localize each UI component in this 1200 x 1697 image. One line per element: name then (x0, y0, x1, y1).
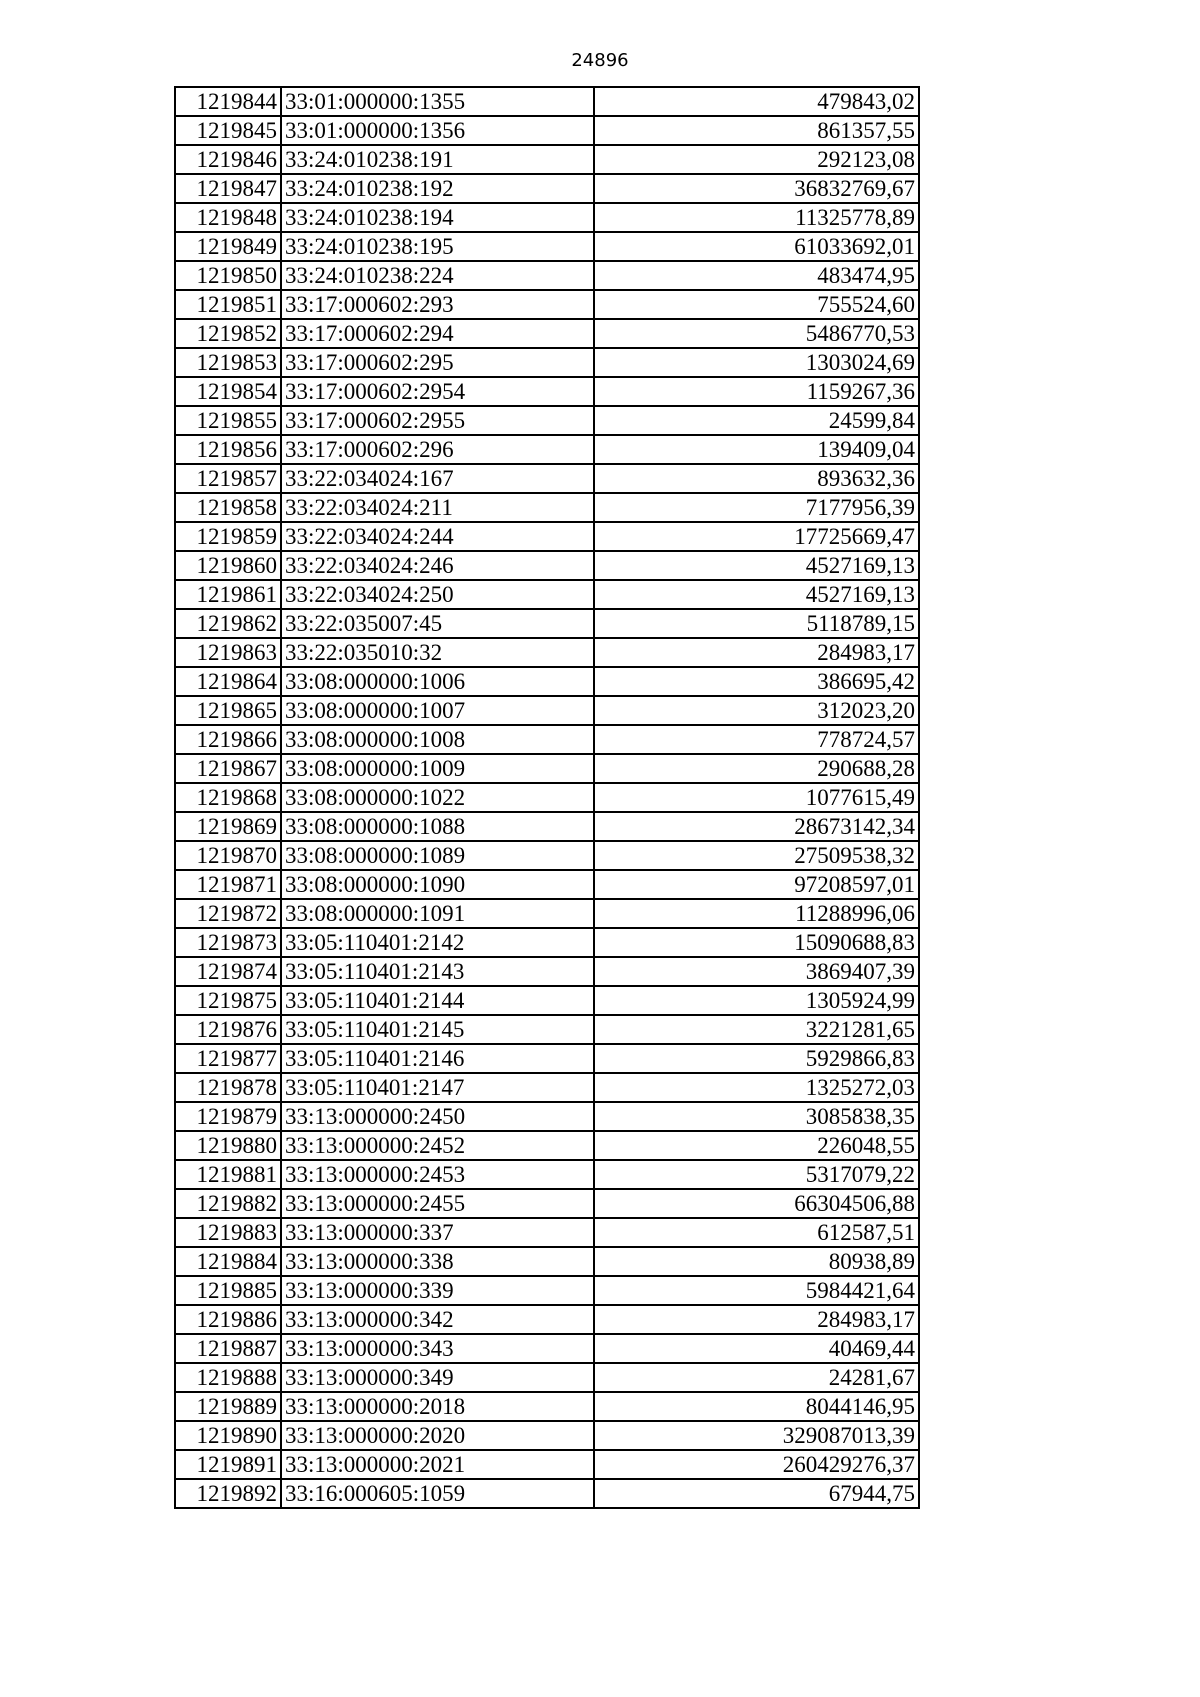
cadastral-number-cell: 33:05:110401:2147 (281, 1073, 594, 1102)
cadastral-value-cell: 7177956,39 (594, 493, 919, 522)
cadastral-number-cell: 33:22:034024:250 (281, 580, 594, 609)
cadastral-number-cell: 33:13:000000:343 (281, 1334, 594, 1363)
cadastral-number-cell: 33:22:035007:45 (281, 609, 594, 638)
table-row (175, 1276, 919, 1305)
cadastral-number-cell: 33:17:000602:295 (281, 348, 594, 377)
table-body (175, 87, 919, 1508)
cadastral-value-cell: 292123,08 (594, 145, 919, 174)
table-row (175, 1363, 919, 1392)
cadastral-number-cell: 33:05:110401:2144 (281, 986, 594, 1015)
cadastral-value-cell: 755524,60 (594, 290, 919, 319)
cadastral-number-cell: 33:24:010238:194 (281, 203, 594, 232)
row-id-cell: 1219887 (175, 1334, 281, 1363)
cadastral-number-cell: 33:17:000602:2955 (281, 406, 594, 435)
cadastral-number-cell: 33:05:110401:2146 (281, 1044, 594, 1073)
cadastral-number-cell: 33:24:010238:224 (281, 261, 594, 290)
cadastral-number-cell: 33:08:000000:1088 (281, 812, 594, 841)
cadastral-number-cell: 33:13:000000:2450 (281, 1102, 594, 1131)
cadastral-value-cell: 893632,36 (594, 464, 919, 493)
table-row (175, 638, 919, 667)
table-row (175, 1073, 919, 1102)
cadastral-number-cell: 33:24:010238:192 (281, 174, 594, 203)
cadastral-value-cell: 1303024,69 (594, 348, 919, 377)
row-id-cell: 1219866 (175, 725, 281, 754)
cadastral-value-cell: 1325272,03 (594, 1073, 919, 1102)
table-row (175, 580, 919, 609)
cadastral-value-cell: 778724,57 (594, 725, 919, 754)
cadastral-value-cell: 479843,02 (594, 87, 919, 116)
row-id-cell: 1219871 (175, 870, 281, 899)
cadastral-value-cell: 483474,95 (594, 261, 919, 290)
table-row (175, 1131, 919, 1160)
row-id-cell: 1219855 (175, 406, 281, 435)
cadastral-number-cell: 33:17:000602:2954 (281, 377, 594, 406)
table-row (175, 1247, 919, 1276)
table-row (175, 1015, 919, 1044)
cadastral-number-cell: 33:24:010238:191 (281, 145, 594, 174)
cadastral-value-cell: 17725669,47 (594, 522, 919, 551)
cadastral-value-cell: 3869407,39 (594, 957, 919, 986)
page-number: 24896 (571, 50, 629, 71)
row-id-cell: 1219848 (175, 203, 281, 232)
cadastral-value-cell: 1077615,49 (594, 783, 919, 812)
cadastral-value-cell: 5984421,64 (594, 1276, 919, 1305)
row-id-cell: 1219869 (175, 812, 281, 841)
table-row (175, 1102, 919, 1131)
table-row (175, 841, 919, 870)
row-id-cell: 1219878 (175, 1073, 281, 1102)
row-id-cell: 1219864 (175, 667, 281, 696)
cadastral-value-cell: 97208597,01 (594, 870, 919, 899)
row-id-cell: 1219890 (175, 1421, 281, 1450)
row-id-cell: 1219870 (175, 841, 281, 870)
table-row (175, 725, 919, 754)
cadastral-number-cell: 33:08:000000:1091 (281, 899, 594, 928)
table-row (175, 609, 919, 638)
row-id-cell: 1219879 (175, 1102, 281, 1131)
cadastral-value-cell: 290688,28 (594, 754, 919, 783)
table-row (175, 551, 919, 580)
table-row (175, 464, 919, 493)
row-id-cell: 1219858 (175, 493, 281, 522)
row-id-cell: 1219860 (175, 551, 281, 580)
table-row (175, 667, 919, 696)
cadastral-value-cell: 11325778,89 (594, 203, 919, 232)
row-id-cell: 1219886 (175, 1305, 281, 1334)
table-row (175, 1392, 919, 1421)
row-id-cell: 1219883 (175, 1218, 281, 1247)
cadastral-value-cell: 5317079,22 (594, 1160, 919, 1189)
cadastral-number-cell: 33:22:034024:246 (281, 551, 594, 580)
cadastral-number-cell: 33:13:000000:349 (281, 1363, 594, 1392)
row-id-cell: 1219877 (175, 1044, 281, 1073)
cadastral-value-cell: 40469,44 (594, 1334, 919, 1363)
cadastral-number-cell: 33:22:034024:244 (281, 522, 594, 551)
cadastral-number-cell: 33:13:000000:342 (281, 1305, 594, 1334)
cadastral-value-cell: 4527169,13 (594, 551, 919, 580)
cadastral-value-cell: 11288996,06 (594, 899, 919, 928)
cadastral-number-cell: 33:13:000000:2020 (281, 1421, 594, 1450)
table-row (175, 783, 919, 812)
cadastral-value-cell: 312023,20 (594, 696, 919, 725)
table-row (175, 1421, 919, 1450)
table-row (175, 1189, 919, 1218)
cadastral-value-cell: 284983,17 (594, 638, 919, 667)
cadastral-value-cell: 61033692,01 (594, 232, 919, 261)
cadastral-number-cell: 33:13:000000:338 (281, 1247, 594, 1276)
table-row (175, 319, 919, 348)
row-id-cell: 1219889 (175, 1392, 281, 1421)
row-id-cell: 1219847 (175, 174, 281, 203)
cadastral-value-cell: 329087013,39 (594, 1421, 919, 1450)
table-row (175, 290, 919, 319)
row-id-cell: 1219862 (175, 609, 281, 638)
table-row (175, 1334, 919, 1363)
cadastral-value-cell: 861357,55 (594, 116, 919, 145)
table-row (175, 116, 919, 145)
cadastral-number-cell: 33:05:110401:2145 (281, 1015, 594, 1044)
cadastral-value-cell: 284983,17 (594, 1305, 919, 1334)
cadastral-number-cell: 33:13:000000:339 (281, 1276, 594, 1305)
cadastral-table-container (174, 86, 920, 1509)
cadastral-value-cell: 386695,42 (594, 667, 919, 696)
table-row (175, 145, 919, 174)
cadastral-number-cell: 33:22:034024:211 (281, 493, 594, 522)
table-row (175, 232, 919, 261)
cadastral-value-cell: 260429276,37 (594, 1450, 919, 1479)
row-id-cell: 1219863 (175, 638, 281, 667)
cadastral-value-cell: 612587,51 (594, 1218, 919, 1247)
table-row (175, 899, 919, 928)
table-row (175, 1218, 919, 1247)
row-id-cell: 1219888 (175, 1363, 281, 1392)
row-id-cell: 1219844 (175, 87, 281, 116)
cadastral-value-cell: 1305924,99 (594, 986, 919, 1015)
row-id-cell: 1219872 (175, 899, 281, 928)
table-row (175, 754, 919, 783)
cadastral-number-cell: 33:22:035010:32 (281, 638, 594, 667)
row-id-cell: 1219882 (175, 1189, 281, 1218)
cadastral-number-cell: 33:22:034024:167 (281, 464, 594, 493)
cadastral-number-cell: 33:05:110401:2142 (281, 928, 594, 957)
cadastral-number-cell: 33:13:000000:2452 (281, 1131, 594, 1160)
row-id-cell: 1219892 (175, 1479, 281, 1508)
table-row (175, 261, 919, 290)
cadastral-value-cell: 80938,89 (594, 1247, 919, 1276)
cadastral-number-cell: 33:08:000000:1009 (281, 754, 594, 783)
cadastral-number-cell: 33:08:000000:1090 (281, 870, 594, 899)
row-id-cell: 1219845 (175, 116, 281, 145)
table-row (175, 87, 919, 116)
row-id-cell: 1219867 (175, 754, 281, 783)
cadastral-number-cell: 33:16:000605:1059 (281, 1479, 594, 1508)
row-id-cell: 1219865 (175, 696, 281, 725)
cadastral-value-cell: 5118789,15 (594, 609, 919, 638)
cadastral-value-cell: 24281,67 (594, 1363, 919, 1392)
table-row (175, 986, 919, 1015)
cadastral-number-cell: 33:17:000602:296 (281, 435, 594, 464)
table-row (175, 522, 919, 551)
cadastral-value-cell: 139409,04 (594, 435, 919, 464)
table-row (175, 406, 919, 435)
row-id-cell: 1219874 (175, 957, 281, 986)
cadastral-value-cell: 15090688,83 (594, 928, 919, 957)
cadastral-number-cell: 33:17:000602:294 (281, 319, 594, 348)
cadastral-value-table (174, 86, 920, 1509)
table-row (175, 377, 919, 406)
row-id-cell: 1219856 (175, 435, 281, 464)
row-id-cell: 1219880 (175, 1131, 281, 1160)
row-id-cell: 1219854 (175, 377, 281, 406)
cadastral-number-cell: 33:17:000602:293 (281, 290, 594, 319)
table-row (175, 1479, 919, 1508)
cadastral-value-cell: 3221281,65 (594, 1015, 919, 1044)
cadastral-number-cell: 33:13:000000:2453 (281, 1160, 594, 1189)
table-row (175, 870, 919, 899)
table-row (175, 203, 919, 232)
row-id-cell: 1219849 (175, 232, 281, 261)
row-id-cell: 1219851 (175, 290, 281, 319)
row-id-cell: 1219884 (175, 1247, 281, 1276)
cadastral-number-cell: 33:08:000000:1089 (281, 841, 594, 870)
cadastral-value-cell: 67944,75 (594, 1479, 919, 1508)
row-id-cell: 1219852 (175, 319, 281, 348)
cadastral-number-cell: 33:08:000000:1006 (281, 667, 594, 696)
row-id-cell: 1219868 (175, 783, 281, 812)
cadastral-number-cell: 33:13:000000:2018 (281, 1392, 594, 1421)
cadastral-number-cell: 33:08:000000:1022 (281, 783, 594, 812)
table-row (175, 174, 919, 203)
table-row (175, 1305, 919, 1334)
cadastral-value-cell: 24599,84 (594, 406, 919, 435)
row-id-cell: 1219846 (175, 145, 281, 174)
cadastral-number-cell: 33:13:000000:2021 (281, 1450, 594, 1479)
row-id-cell: 1219881 (175, 1160, 281, 1189)
cadastral-number-cell: 33:13:000000:337 (281, 1218, 594, 1247)
cadastral-value-cell: 4527169,13 (594, 580, 919, 609)
row-id-cell: 1219875 (175, 986, 281, 1015)
cadastral-value-cell: 28673142,34 (594, 812, 919, 841)
cadastral-value-cell: 5929866,83 (594, 1044, 919, 1073)
cadastral-number-cell: 33:13:000000:2455 (281, 1189, 594, 1218)
cadastral-number-cell: 33:24:010238:195 (281, 232, 594, 261)
table-row (175, 493, 919, 522)
row-id-cell: 1219857 (175, 464, 281, 493)
cadastral-value-cell: 3085838,35 (594, 1102, 919, 1131)
row-id-cell: 1219873 (175, 928, 281, 957)
table-row (175, 957, 919, 986)
row-id-cell: 1219850 (175, 261, 281, 290)
row-id-cell: 1219859 (175, 522, 281, 551)
cadastral-number-cell: 33:08:000000:1007 (281, 696, 594, 725)
row-id-cell: 1219885 (175, 1276, 281, 1305)
cadastral-number-cell: 33:01:000000:1355 (281, 87, 594, 116)
cadastral-value-cell: 66304506,88 (594, 1189, 919, 1218)
cadastral-value-cell: 27509538,32 (594, 841, 919, 870)
cadastral-value-cell: 36832769,67 (594, 174, 919, 203)
table-row (175, 1450, 919, 1479)
cadastral-number-cell: 33:08:000000:1008 (281, 725, 594, 754)
table-row (175, 1044, 919, 1073)
table-row (175, 348, 919, 377)
cadastral-value-cell: 1159267,36 (594, 377, 919, 406)
cadastral-number-cell: 33:05:110401:2143 (281, 957, 594, 986)
table-row (175, 1160, 919, 1189)
row-id-cell: 1219853 (175, 348, 281, 377)
table-row (175, 928, 919, 957)
table-row (175, 812, 919, 841)
cadastral-number-cell: 33:01:000000:1356 (281, 116, 594, 145)
row-id-cell: 1219861 (175, 580, 281, 609)
table-row (175, 696, 919, 725)
cadastral-value-cell: 5486770,53 (594, 319, 919, 348)
table-row (175, 435, 919, 464)
cadastral-value-cell: 8044146,95 (594, 1392, 919, 1421)
row-id-cell: 1219891 (175, 1450, 281, 1479)
cadastral-value-cell: 226048,55 (594, 1131, 919, 1160)
row-id-cell: 1219876 (175, 1015, 281, 1044)
